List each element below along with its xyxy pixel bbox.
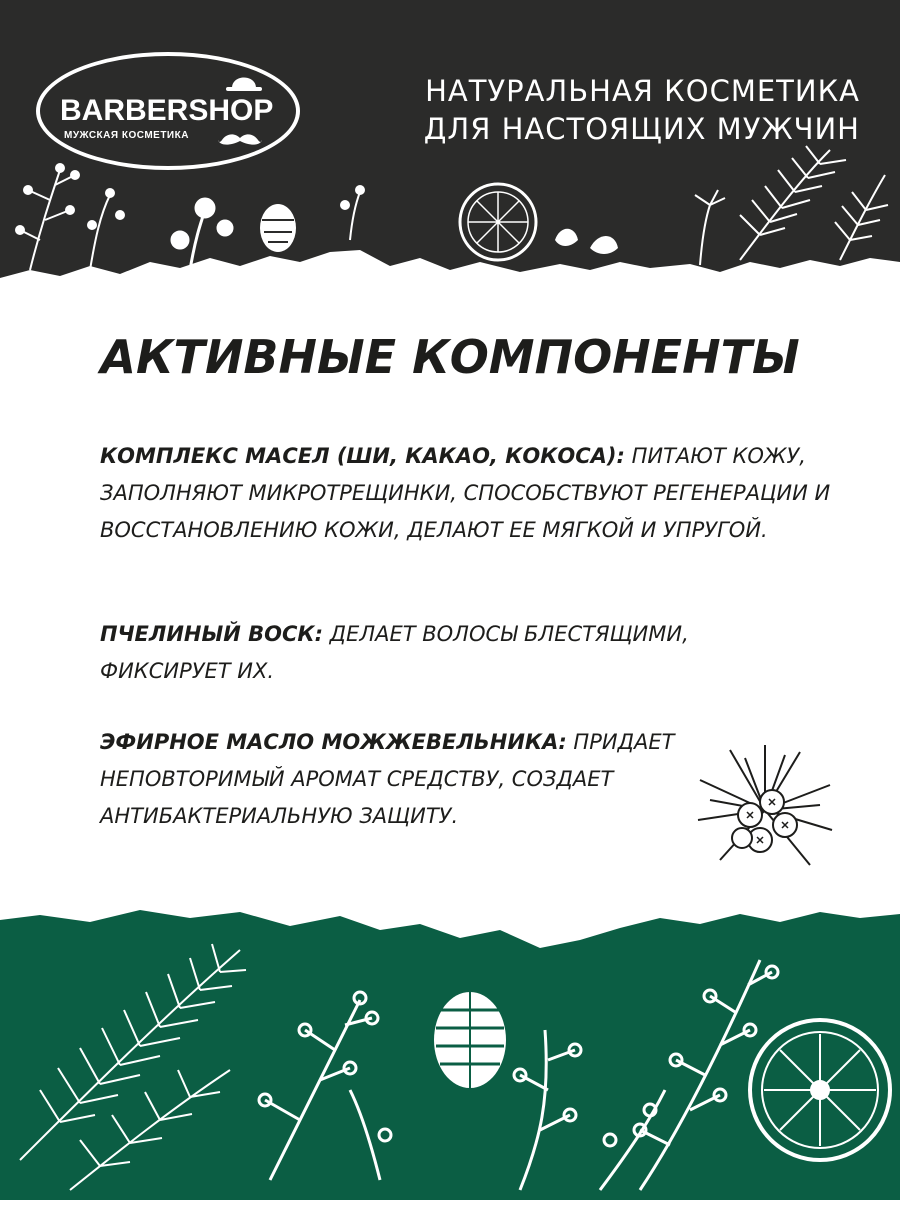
page-title: АКТИВНЫЕ КОМПОНЕНТЫ: [100, 330, 800, 384]
pine-cone-icon: [434, 992, 506, 1088]
ingredient-juniper-oil: [100, 724, 700, 835]
ingredient-oils: [100, 438, 860, 549]
tagline-line-1: НАТУРАЛЬНАЯ КОСМЕТИКА: [425, 74, 860, 108]
mustache-icon: [218, 132, 262, 148]
ingredient-beeswax: [100, 616, 740, 690]
ingredient-description: ПИТАЮТ КОЖУ, ЗАПОЛНЯЮТ МИКРОТРЕЩИНКИ, СПОСОБСТВУЮТ РЕГЕНЕРАЦИИ И ВОССТАНОВЛЕНИЮ КОЖИ, ДЕЛАЮТ ЕЕ МЯГКОЙ И УПРУГОЙ.: [100, 444, 831, 542]
ingredient-description: ДЕЛАЕТ ВОЛОСЫ БЛЕСТЯЩИМИ, ФИКСИРУЕТ ИХ.: [100, 622, 689, 683]
orange-slice-icon: [460, 184, 536, 260]
ingredient-term: ЭФИРНОЕ МАСЛО МОЖЖЕВЕЛЬНИКА:: [100, 730, 567, 754]
pine-cone-icon: [260, 204, 296, 252]
juniper-icon: [690, 740, 840, 880]
tagline: [340, 72, 860, 148]
orange-slice-icon: [750, 1020, 890, 1160]
brand-logo: [36, 52, 300, 170]
tagline-line-2: ДЛЯ НАСТОЯЩИХ МУЖЧИН: [423, 112, 860, 146]
ingredient-term: КОМПЛЕКС МАСЕЛ (ШИ, КАКАО, КОКОСА):: [100, 444, 625, 468]
brand-subtitle: МУЖСКАЯ КОСМЕТИКА: [64, 130, 189, 141]
footer-banner: [0, 900, 900, 1200]
bowler-hat-icon: [222, 66, 266, 96]
brand-name: BARBERSHOP: [60, 94, 274, 127]
ingredient-description: ПРИДАЕТ НЕПОВТОРИМЫЙ АРОМАТ СРЕДСТВУ, СОЗДАЕТ АНТИБАКТЕРИАЛЬНУЮ ЗАЩИТУ.: [100, 730, 675, 828]
header-banner: [0, 0, 900, 300]
ingredient-term: ПЧЕЛИНЫЙ ВОСК:: [100, 622, 323, 646]
footer-background: [0, 900, 900, 1200]
